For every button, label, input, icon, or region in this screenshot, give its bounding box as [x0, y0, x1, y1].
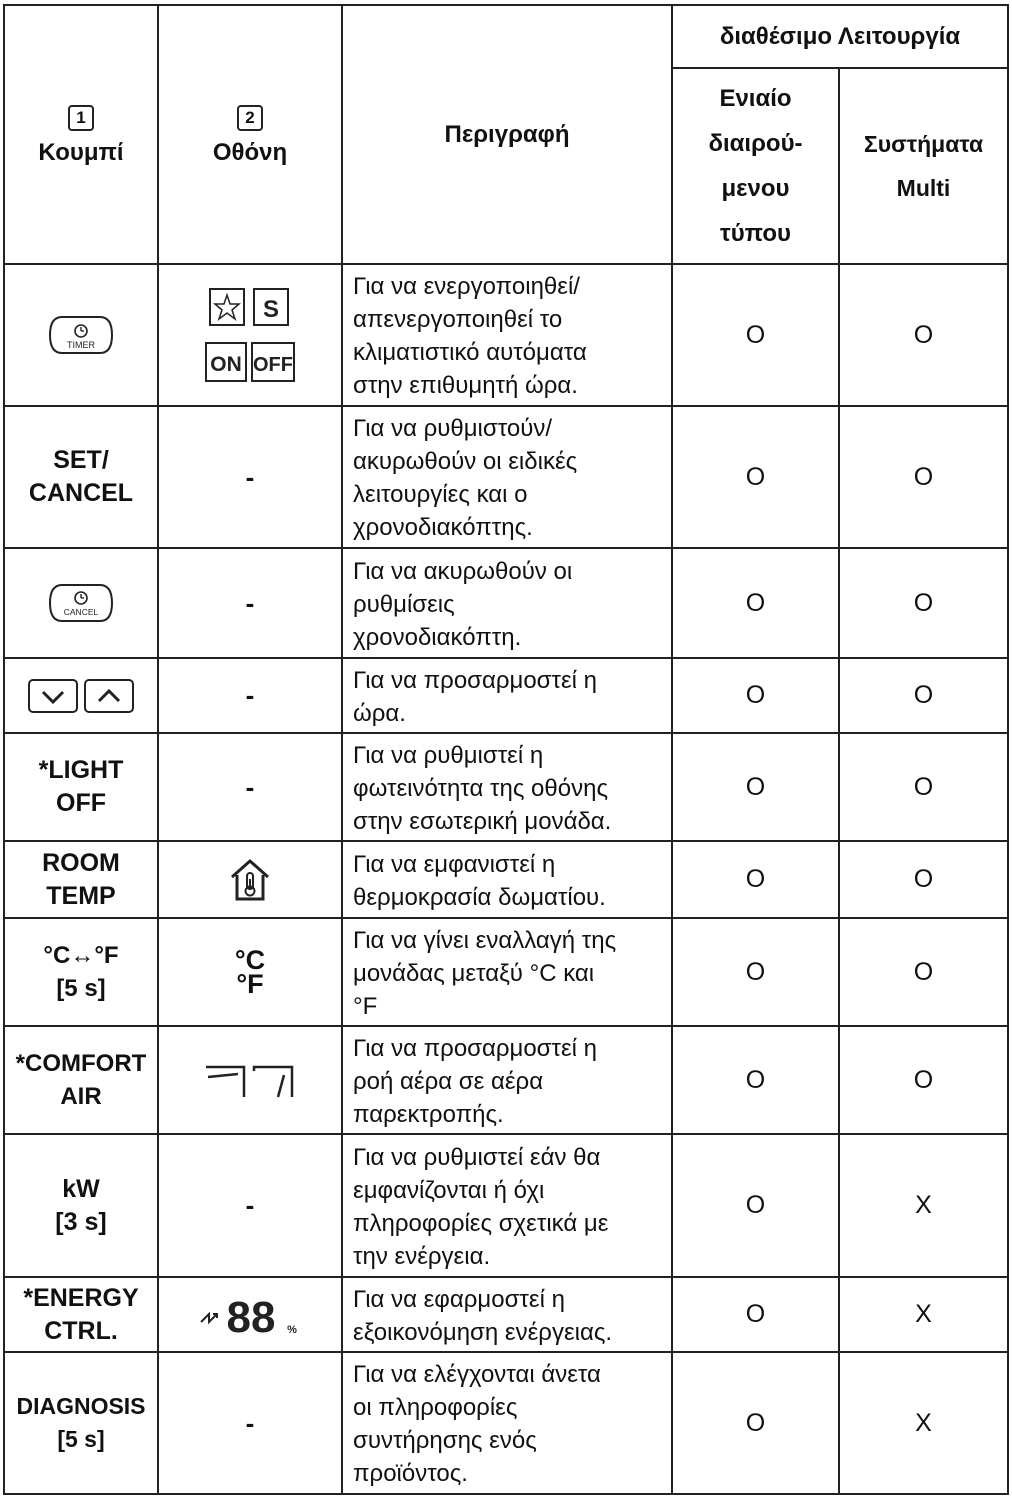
- button-cell: [4, 658, 158, 733]
- single-split-mark: O: [672, 1277, 839, 1352]
- multi-systems-mark: X: [839, 1352, 1008, 1494]
- table-row: [4, 1352, 1008, 1494]
- description-cell: Για να προσαρμοστεί η ροή αέρα σε αέρα παρεκτροπής.: [342, 1026, 672, 1134]
- single-split-mark: O: [672, 733, 839, 841]
- svg-text:S: S: [262, 296, 280, 323]
- display-cell: -: [158, 1352, 342, 1494]
- multi-systems-mark: O: [839, 658, 1008, 733]
- display-cell: -: [158, 548, 342, 658]
- single-split-mark: O: [672, 918, 839, 1026]
- description-cell: Για να ρυθμιστεί η φωτεινότητα της οθόνης στην εσωτερική μονάδα.: [342, 733, 672, 841]
- button-cell: [4, 264, 158, 406]
- function-table: [3, 4, 1009, 1495]
- table-row: [4, 841, 1008, 918]
- table-row: [4, 918, 1008, 1026]
- energy-control-display-icon: [195, 1292, 305, 1338]
- timer-cancel-button-label: CANCEL: [63, 607, 99, 617]
- button-cell: DIAGNOSIS [5 s]: [4, 1352, 158, 1494]
- table-row: [4, 1277, 1008, 1352]
- display-cell: -: [158, 406, 342, 548]
- multi-systems-mark: X: [839, 1134, 1008, 1277]
- description-cell: Για να ενεργοποιηθεί/ απενεργοποιηθεί το κλιματιστικό αυτόματα στην επιθυμητή ώρα.: [342, 264, 672, 406]
- table-row: [4, 548, 1008, 658]
- button-cell: SET/ CANCEL: [4, 406, 158, 548]
- display-cell: -: [158, 1134, 342, 1277]
- multi-systems-mark: O: [839, 841, 1008, 918]
- timer-button-icon: [46, 313, 116, 357]
- button-cell: ROOM TEMP: [4, 841, 158, 918]
- up-down-arrow-buttons-icon: [25, 676, 137, 716]
- table-row: [4, 406, 1008, 548]
- timer-button-label: TIMER: [67, 340, 95, 350]
- table-row: [4, 1026, 1008, 1134]
- multi-systems-mark: O: [839, 548, 1008, 658]
- table-row: [4, 264, 1008, 406]
- display-cell: -: [158, 733, 342, 841]
- header-description: Περιγραφή: [342, 5, 672, 264]
- description-cell: Για να γίνει εναλλαγή της μονάδας μεταξύ °C και °F: [342, 918, 672, 1026]
- header-multi-systems: Συστήματα Multi: [839, 68, 1008, 264]
- timer-cancel-button-icon: [46, 581, 116, 625]
- single-split-mark: O: [672, 548, 839, 658]
- display-cell: [158, 1026, 342, 1134]
- single-split-mark: O: [672, 1134, 839, 1277]
- header-available-function: διαθέσιμο Λειτουργία: [672, 5, 1008, 68]
- comfort-air-vane-icon: [198, 1057, 302, 1103]
- header-display: [158, 5, 342, 264]
- multi-systems-mark: O: [839, 1026, 1008, 1134]
- svg-text:88: 88: [226, 1292, 276, 1338]
- header-single-split: Ενιαίο διαιρού- μενου τύπου: [672, 68, 839, 264]
- button-cell: kW [3 s]: [4, 1134, 158, 1277]
- multi-systems-mark: O: [839, 406, 1008, 548]
- svg-text:OFF: OFF: [253, 354, 293, 376]
- single-split-mark: O: [672, 1352, 839, 1494]
- room-temperature-icon: [228, 857, 272, 903]
- description-cell: Για να προσαρμοστεί η ώρα.: [342, 658, 672, 733]
- display-cell: -: [158, 658, 342, 733]
- single-split-mark: O: [672, 658, 839, 733]
- description-cell: Για να ακυρωθούν οι ρυθμίσεις χρονοδιακόπτη.: [342, 548, 672, 658]
- description-cell: Για να ρυθμιστεί εάν θα εμφανίζονται ή όχι πληροφορίες σχετικά με την ενέργεια.: [342, 1134, 672, 1277]
- svg-text:ON: ON: [210, 353, 242, 376]
- button-cell: *LIGHT OFF: [4, 733, 158, 841]
- timer-mode-icons: [200, 283, 300, 387]
- header-button-number: 1: [68, 105, 94, 131]
- single-split-mark: O: [672, 264, 839, 406]
- button-cell: *ENERGY CTRL.: [4, 1277, 158, 1352]
- header-display-label: Οθόνη: [212, 139, 288, 166]
- multi-systems-mark: O: [839, 264, 1008, 406]
- header-button-label: Κουμπί: [38, 139, 124, 166]
- display-cell: [158, 918, 342, 1026]
- single-split-mark: O: [672, 406, 839, 548]
- svg-text:%: %: [287, 1323, 297, 1336]
- table-row: [4, 733, 1008, 841]
- description-cell: Για να εμφανιστεί η θερμοκρασία δωματίου.: [342, 841, 672, 918]
- description-cell: Για να εφαρμοστεί η εξοικονόμηση ενέργειας.: [342, 1277, 672, 1352]
- header-display-number: 2: [237, 105, 263, 131]
- multi-systems-mark: X: [839, 1277, 1008, 1352]
- single-split-mark: O: [672, 1026, 839, 1134]
- table-row: [4, 1134, 1008, 1277]
- single-split-mark: O: [672, 841, 839, 918]
- description-cell: Για να ελέγχονται άνετα οι πληροφορίες συντήρησης ενός προϊόντος.: [342, 1352, 672, 1494]
- description-cell: Για να ρυθμιστούν/ ακυρωθούν οι ειδικές λειτουργίες και ο χρονοδιακόπτης.: [342, 406, 672, 548]
- button-cell: °C↔°F [5 s]: [4, 918, 158, 1026]
- display-cell: [158, 841, 342, 918]
- multi-systems-mark: O: [839, 733, 1008, 841]
- celsius-fahrenheit-icon: °C °F: [234, 945, 266, 999]
- button-cell: *COMFORT AIR: [4, 1026, 158, 1134]
- table-row: [4, 658, 1008, 733]
- display-cell: [158, 1277, 342, 1352]
- display-cell: [158, 264, 342, 406]
- multi-systems-mark: O: [839, 918, 1008, 1026]
- header-button: [4, 5, 158, 264]
- button-cell: [4, 548, 158, 658]
